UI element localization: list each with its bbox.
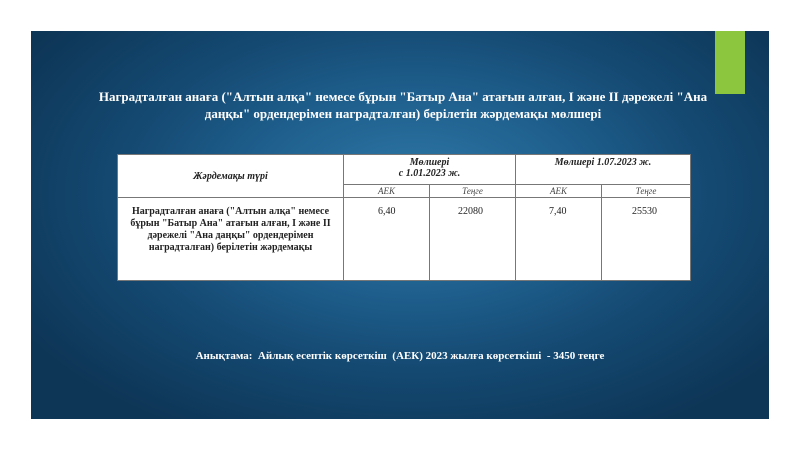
reference-note-text: Анықтама: Айлық есептік көрсеткіш (АЕК) 2023 жылға көрсеткіші - 3450 теңге [195,350,605,362]
cell-tenge-jul: 25530 [602,198,691,281]
header-amount-jan [344,155,516,185]
subheader-tenge-jul: Теңге [602,185,691,198]
table-header-row [118,155,691,185]
subheader-aek-jul: АЕК [516,185,602,198]
header-amount-jul: Мөлшері 1.07.2023 ж. [516,155,691,185]
header-amount-jan-line1: Мөлшері [409,157,450,168]
cell-tenge-jan: 22080 [430,198,516,281]
subheader-aek-jan: АЕК [344,185,430,198]
reference-note [31,350,769,362]
slide-title: Наградталған анаға ("Алтын алқа" немесе бұрын "Батыр Ана" атағын алған, І және ІІ дәрежелі "Ана даңқы" ордендерімен наградталған) берілетін жәрдемақы мөлшері [98,89,708,121]
benefit-table [117,154,691,281]
header-amount-jan-line2: с 1.01.2023 ж. [398,168,461,179]
row-benefit-label: Наградталған анаға ("Алтын алқа" немесе бұрын "Батыр Ана" атағын алған, І және ІІ дәрежелі "Ана даңқы" ордендерімен наградталған) берілетін жәрдемақы [118,198,344,281]
accent-bar [715,31,745,94]
table-row [118,198,691,281]
slide-background [31,31,769,419]
cell-aek-jan: 6,40 [344,198,430,281]
header-benefit-type: Жәрдемақы түрі [118,155,344,198]
subheader-tenge-jan: Теңге [430,185,516,198]
cell-aek-jul: 7,40 [516,198,602,281]
